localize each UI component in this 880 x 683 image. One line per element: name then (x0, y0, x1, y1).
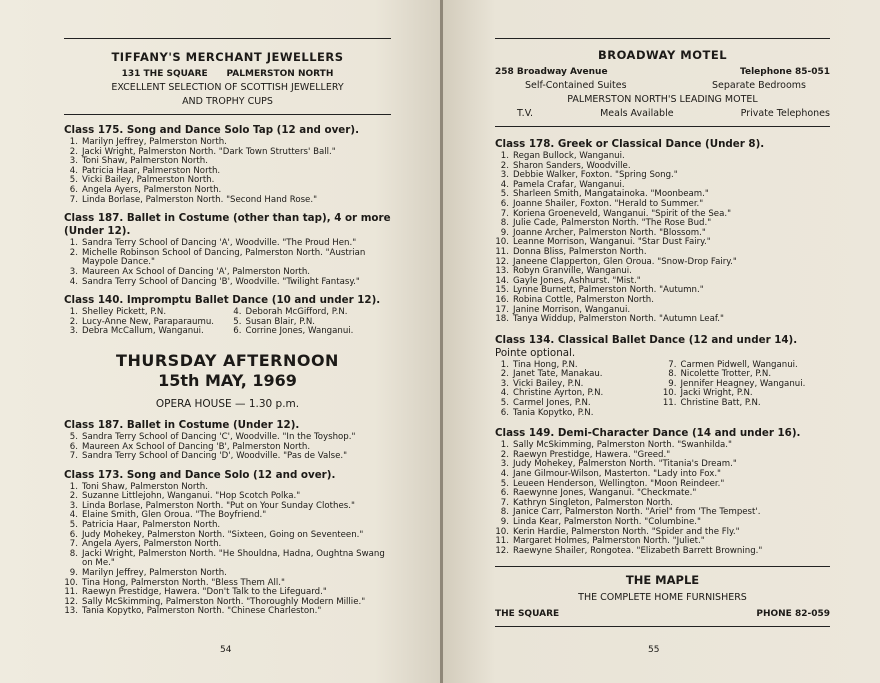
class-175-heading: Class 175. Song and Dance Solo Tap (12 and over). (64, 124, 359, 136)
class-140-heading: Class 140. Impromptu Ballet Dance (10 and under 12). (64, 294, 381, 307)
entry-text: Pamela Crafar, Wanganui. (513, 179, 625, 190)
advert-title: TIFFANY'S MERCHANT JEWELLERS (111, 50, 344, 64)
entry-text: Robyn Granville, Wanganui. (513, 266, 632, 277)
entry-number: 5. (69, 431, 78, 442)
entry-number: 2. (69, 316, 78, 327)
entry-number: 9. (500, 517, 509, 527)
entry-number: 5. (69, 175, 78, 186)
entry-number: 5. (233, 316, 242, 327)
advert-address-row: 258 Broadway Avenue Telephone 85-051 (495, 67, 830, 77)
entry-number: 16. (495, 294, 509, 305)
entry-number: 12. (64, 596, 78, 607)
entry-text: Jennifer Heagney, Wanganui. (680, 378, 806, 389)
entry-number: 7. (500, 208, 509, 219)
entry-text: Leanne Morrison, Wanganui. "Star Dust Fairy." (513, 237, 711, 248)
entry-text: Jacki Wright, P.N. (680, 388, 753, 399)
entry-number: 10. (495, 237, 509, 248)
session-date: 15th MAY, 1969 (158, 370, 297, 390)
entry-text: Lucy-Anne New, Paraparaumu. (82, 316, 215, 327)
entry-text: Janice Carr, Palmerston North. "Ariel" from 'The Tempest'. (513, 507, 761, 518)
entry-text: Toni Shaw, Palmerston North. (82, 156, 208, 167)
entry-text: Tania Kopytko, P.N. (513, 407, 594, 418)
entry-text: Carmen Pidwell, Wanganui. (680, 359, 798, 370)
entry-number: 7. (69, 539, 78, 550)
entry-item (228, 327, 392, 337)
entry-number: 9. (69, 568, 78, 579)
entry-number: 3. (69, 500, 78, 511)
entry-text: Maureen Ax School of Dancing 'B', Palmerston North. (82, 441, 311, 452)
entry-number: 9. (668, 378, 677, 389)
class-134-heading: Class 134. Classical Ballet Dance (12 and under 14). Pointe optional. (495, 333, 798, 359)
ad-bottom-rule (64, 114, 391, 115)
entry-number: 3. (500, 378, 509, 389)
entry-number: 11. (495, 246, 509, 257)
entry-text: Koriena Groeneveld, Wanganui. "Spirit of the Sea." (513, 208, 732, 219)
class-134-col1 (495, 361, 663, 419)
entry-number: 5. (500, 398, 509, 409)
advert-line: EXCELLENT SELECTION OF SCOTTISH JEWELLERY (111, 82, 344, 93)
entry-number: 5. (500, 189, 509, 200)
entry-text: Michelle Robinson School of Dancing, Palmerston North. "Austrian Maypole Dance." (82, 247, 366, 268)
maple-top-rule (495, 566, 830, 567)
entry-text: Linda Kear, Palmerston North. "Columbine." (513, 517, 701, 527)
entry-number: 7. (69, 194, 78, 205)
entry-text: Corrine Jones, Wanganui. (245, 326, 354, 337)
entry-text: Tanya Widdup, Palmerston North. "Autumn Leaf." (513, 314, 724, 325)
entry-number: 1. (500, 440, 509, 451)
entry-number: 12. (495, 256, 509, 267)
entry-item (64, 196, 391, 206)
entry-text: Deborah McGifford, P.N. (245, 307, 348, 318)
entry-number: 4. (233, 307, 242, 318)
entry-text: Robina Cottle, Palmerston North. (513, 294, 654, 305)
class-140-col1 (64, 308, 228, 337)
entry-number: 4. (500, 179, 509, 190)
entry-number: 13. (64, 606, 78, 617)
entry-number: 6. (69, 529, 78, 540)
entry-number: 4. (69, 276, 78, 287)
entry-number: 3. (500, 170, 509, 181)
page-number: 55 (648, 645, 660, 655)
entry-text: Joanne Shailer, Foxton. "Herald to Summer." (513, 198, 704, 209)
entry-number: 4. (500, 469, 509, 480)
class-173-heading: Class 173. Song and Dance Solo (12 and over). (64, 468, 336, 481)
entry-text: Sandra Terry School of Dancing 'A', Woodville. "The Proud Hen." (82, 238, 357, 249)
entry-number: 1. (69, 137, 78, 147)
entry-text: Lynne Burnett, Palmerston North. "Autumn." (513, 285, 704, 296)
entry-text: Angela Ayers, Palmerston North. (82, 539, 222, 550)
entry-text: Jacki Wright, Palmerston North. "Dark Town Strutters' Ball." (82, 146, 336, 157)
entry-text: Joanne Archer, Palmerston North. "Blossom." (513, 227, 706, 238)
entry-text: Janine Morrison, Wanganui. (513, 304, 631, 315)
entry-text: Raewyn Prestidge, Hawera. "Don't Talk to the Lifeguard." (82, 587, 327, 598)
entry-item (663, 399, 831, 409)
entry-number: 2. (69, 491, 78, 502)
entry-item (64, 452, 391, 462)
entry-text: Marilyn Jeffrey, Palmerston North. (82, 137, 227, 147)
entry-text: Raewynne Jones, Wanganui. "Checkmate." (513, 488, 697, 499)
class-134-entries (495, 361, 830, 419)
entry-number: 6. (69, 441, 78, 452)
entry-text: Patricia Haar, Palmerston North. (82, 520, 221, 531)
entry-number: 11. (495, 536, 509, 547)
entry-text: Kathryn Singleton, Palmerston North. (513, 497, 674, 508)
entry-text: Sharon Sanders, Woodville. (513, 160, 631, 171)
entry-text: Shelley Pickett, P.N. (82, 307, 167, 318)
entry-number: 6. (500, 198, 509, 209)
entry-text: Donna Bliss, Palmerston North. (513, 246, 647, 257)
entry-text: Patricia Haar, Palmerston North. (82, 165, 221, 176)
entry-text: Vicki Bailey, P.N. (513, 378, 584, 389)
class-187a-entries (64, 239, 391, 287)
entry-text: Linda Borlase, Palmerston North. "Put on Your Sunday Clothes." (82, 500, 355, 511)
class-173-entries (64, 483, 391, 617)
entry-number: 10. (64, 577, 78, 588)
entry-text: Margaret Holmes, Palmerston North. "Juliet." (513, 536, 705, 547)
entry-number: 8. (69, 548, 78, 559)
class-175-entries (64, 138, 391, 205)
entry-text: Leueen Henderson, Wellington. "Moon Reindeer." (513, 478, 725, 489)
tiffanys-advert (64, 39, 391, 114)
entry-number: 10. (495, 526, 509, 537)
entry-text: Judy Mohekey, Palmerston North. "Sixteen, Going on Seventeen." (82, 529, 364, 540)
entry-text: Carmel Jones, P.N. (513, 398, 591, 409)
advert-title: BROADWAY MOTEL (597, 48, 728, 62)
entry-number: 10. (662, 388, 677, 399)
entry-text: Elaine Smith, Glen Oroua. "The Boyfriend." (82, 510, 267, 521)
entry-text: Linda Borlase, Palmerston North. "Second Hand Rose." (82, 194, 318, 205)
entry-item (495, 547, 830, 557)
entry-item (64, 607, 391, 617)
entry-text: Kerin Hardie, Palmerston North. "Spider and the Fly." (513, 526, 740, 537)
entry-number: 3. (69, 156, 78, 167)
entry-number: 4. (69, 165, 78, 176)
entry-number: 1. (500, 151, 509, 161)
entry-number: 1. (500, 359, 509, 370)
entry-item (495, 315, 830, 325)
entry-text: Debbie Walker, Foxton. "Spring Song." (513, 170, 678, 181)
entry-text: Sandra Terry School of Dancing 'C', Woodville. "In the Toyshop." (82, 431, 356, 442)
class-149-heading: Class 149. Demi-Character Dance (14 and under 16). (495, 427, 801, 440)
entry-text: Janeene Clapperton, Glen Oroua. "Snow-Drop Fairy." (513, 256, 737, 267)
class-140-entries (64, 308, 391, 337)
entry-text: Maureen Ax School of Dancing 'A', Palmerston North. (82, 266, 311, 277)
entry-number: 2. (69, 146, 78, 157)
entry-item (64, 327, 228, 337)
entry-text: Marilyn Jeffrey, Palmerston North. (82, 568, 227, 579)
entry-text: Tina Hong, Palmerston North. "Bless Them All." (82, 577, 285, 588)
entry-number: 1. (69, 481, 78, 492)
entry-number: 7. (69, 451, 78, 462)
entry-text: Janet Tate, Manakau. (513, 369, 603, 380)
entry-text: Vicki Bailey, Palmerston North. (82, 175, 215, 186)
entry-number: 7. (668, 359, 677, 370)
advert-features-row: Self-Contained Suites Separate Bedrooms (525, 80, 806, 91)
entry-text: Judy Mohekey, Palmerston North. "Titania's Dream." (513, 459, 737, 470)
entry-number: 11. (662, 398, 677, 409)
entry-number: 14. (495, 275, 509, 286)
entry-text: Nicolette Trotter, P.N. (680, 369, 772, 380)
class-149-entries (495, 441, 830, 556)
class-178-heading: Class 178. Greek or Classical Dance (Under 8). (495, 138, 765, 150)
entry-text: Christine Batt, P.N. (680, 398, 761, 409)
entry-number: 3. (69, 266, 78, 277)
class-178-entries (495, 152, 830, 325)
entry-text: Sandra Terry School of Dancing 'B', Woodville. "Twilight Fantasy." (82, 276, 360, 287)
session-header (64, 351, 391, 410)
entry-text: Sharleen Smith, Mangatainoka. "Moonbeam." (513, 189, 709, 200)
advert-address: 131 THE SQUARE PALMERSTON NORTH (121, 69, 334, 79)
entry-number: 13. (495, 266, 509, 277)
entry-text: Sandra Terry School of Dancing 'D', Woodville. "Pas de Valse." (82, 451, 348, 462)
entry-number: 6. (500, 488, 509, 499)
class-140-col2 (228, 308, 392, 337)
entry-text: Toni Shaw, Palmerston North. (82, 481, 208, 492)
entry-text: Tina Hong, P.N. (513, 359, 578, 370)
entry-number: 1. (69, 238, 78, 249)
entry-number: 9. (500, 227, 509, 238)
entry-number: 6. (500, 407, 509, 418)
entry-number: 2. (500, 160, 509, 171)
entry-number: 17. (495, 304, 509, 315)
entry-item (64, 550, 391, 569)
entry-number: 11. (64, 587, 78, 598)
entry-text: Raewyn Prestidge, Hawera. "Greed." (513, 449, 671, 460)
advert-amenities-row: T.V. Meals Available Private Telephones (517, 108, 830, 119)
advert-contact-row: THE SQUARE PHONE 82-059 (495, 609, 830, 620)
entry-text: Tania Kopytko, Palmerston North. "Chinese Charleston." (82, 606, 322, 617)
entry-text: Jacki Wright, Palmerston North. "He Shouldna, Hadna, Oughtna Swang on Me." (82, 548, 385, 569)
entry-text: Angela Ayers, Palmerston North. (82, 184, 222, 195)
advert-title: THE MAPLE (625, 573, 700, 588)
entry-text: Sally McSkimming, Palmerston North. "Thoroughly Modern Millie." (82, 596, 366, 607)
entry-number: 8. (500, 218, 509, 229)
entry-number: 15. (495, 285, 509, 296)
entry-text: Debra McCallum, Wanganui. (82, 326, 204, 337)
session-day: THURSDAY AFTERNOON (116, 350, 339, 370)
advert-line: PALMERSTON NORTH'S LEADING MOTEL (567, 94, 758, 105)
ad-bottom-rule (495, 126, 830, 127)
class-134-col2 (663, 361, 831, 419)
entry-item (64, 249, 391, 268)
entry-number: 1. (69, 307, 78, 318)
entry-number: 6. (233, 326, 242, 337)
maple-bottom-rule (495, 626, 830, 627)
maple-advert (495, 573, 830, 619)
entry-number: 3. (69, 326, 78, 337)
entry-number: 5. (500, 478, 509, 489)
entry-text: Christine Ayrton, P.N. (513, 388, 604, 399)
session-venue: OPERA HOUSE — 1.30 p.m. (155, 397, 300, 410)
entry-number: 8. (500, 507, 509, 518)
entry-number: 4. (500, 388, 509, 399)
entry-number: 12. (495, 545, 509, 556)
entry-item (64, 278, 391, 288)
class-187b-entries (64, 433, 391, 462)
entry-text: Raewyne Shailer, Rongotea. "Elizabeth Barrett Browning." (513, 545, 763, 556)
entry-number: 2. (69, 247, 78, 258)
entry-text: Julie Cade, Palmerston North. "The Rose Bud." (513, 218, 712, 229)
entry-number: 6. (69, 184, 78, 195)
entry-number: 2. (500, 369, 509, 380)
entry-number: 8. (668, 369, 677, 380)
entry-number: 7. (500, 497, 509, 508)
page-number: 54 (220, 645, 232, 655)
entry-text: Suzanne Littlejohn, Wanganui. "Hop Scotch Polka." (82, 491, 301, 502)
advert-line: THE COMPLETE HOME FURNISHERS (578, 592, 747, 604)
class-187a-heading: Class 187. Ballet in Costume (other than tap), 4 or more (Under 12). (64, 212, 391, 238)
entry-text: Susan Blair, P.N. (245, 316, 315, 327)
entry-number: 18. (495, 314, 509, 325)
page-55 (443, 0, 880, 683)
broadway-motel-advert (495, 39, 830, 126)
entry-number: 5. (69, 520, 78, 531)
entry-number: 4. (69, 510, 78, 521)
entry-text: Gayle Jones, Ashhurst. "Mist." (513, 275, 641, 286)
entry-text: Sally McSkimming, Palmerston North. "Swanhilda." (513, 440, 732, 451)
entry-number: 3. (500, 459, 509, 470)
advert-line: AND TROPHY CUPS (182, 96, 273, 107)
entry-number: 2. (500, 449, 509, 460)
entry-text: Regan Bullock, Wanganui. (513, 151, 625, 161)
entry-text: Jane Gilmour-Wilson, Masterton. "Lady into Fox." (513, 469, 721, 480)
class-187b-heading: Class 187. Ballet in Costume (Under 12). (64, 418, 300, 431)
entry-item (495, 409, 663, 419)
